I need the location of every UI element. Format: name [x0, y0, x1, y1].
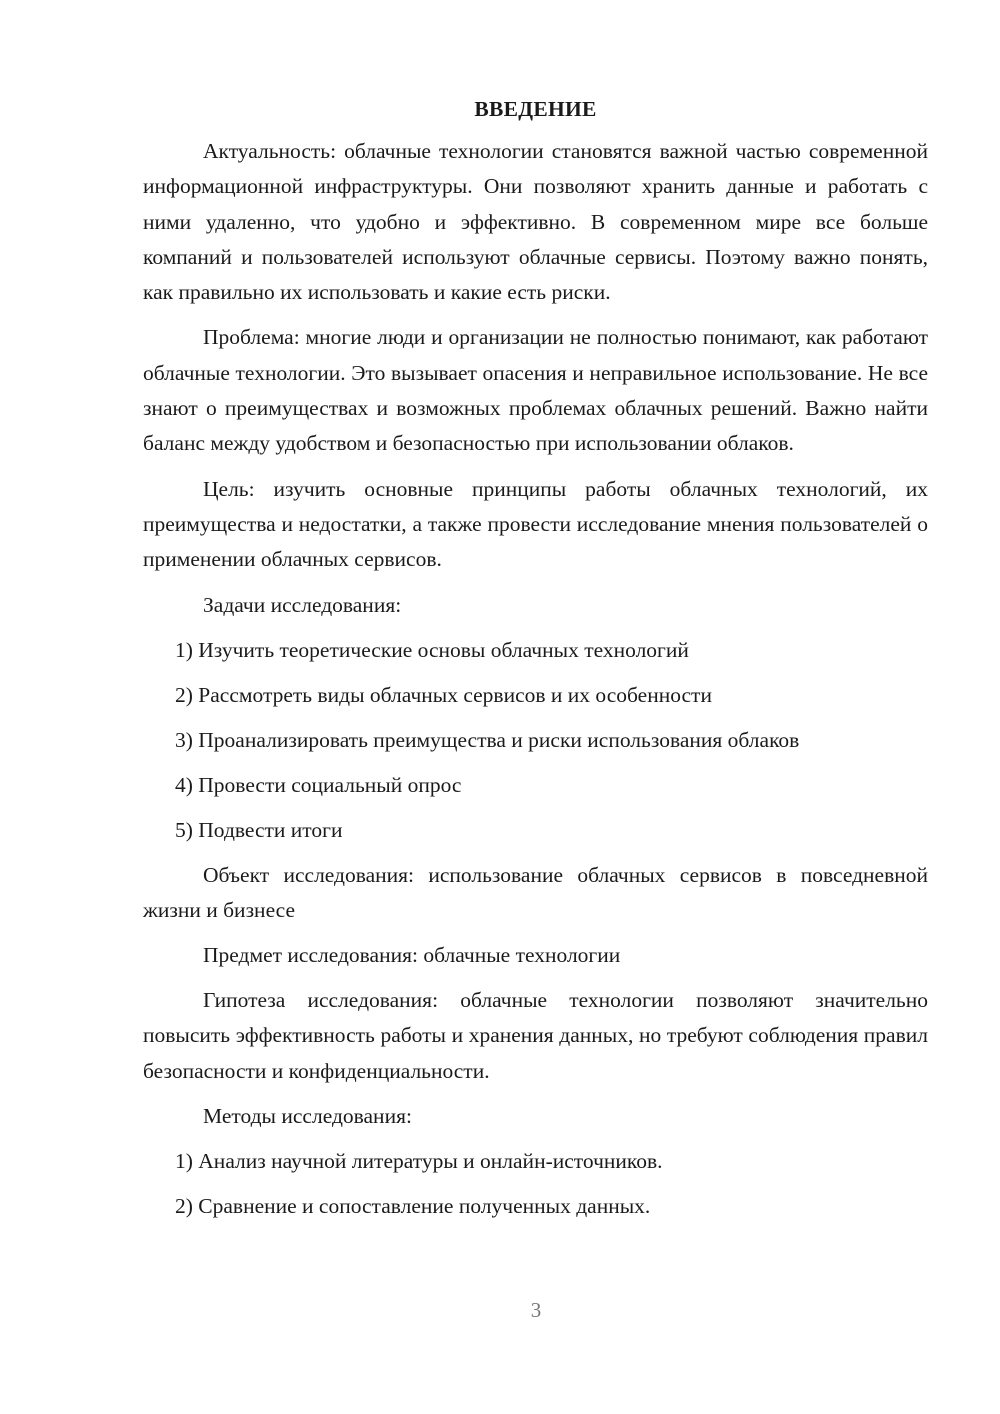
method-item: 2) Сравнение и сопоставление полученных данных. [175, 1194, 651, 1219]
section-title: ВВЕДЕНИЕ [474, 97, 597, 121]
page-number: 3 [530, 1298, 542, 1322]
relevance-paragraph: Актуальность: облачные технологии становятся важной частью современной информационной инфраструктуры. Они позволяют хранить данные и работать с ними удаленно, что удобно и эффективно. В современном мире все больше компаний и пользователей используют облачные сервисы. Поэтому важно понять, как правильно их использовать и какие есть риски. [143, 139, 928, 305]
subject-paragraph: Предмет исследования: облачные технологии [203, 943, 621, 968]
method-item: 1) Анализ научной литературы и онлайн-источников. [175, 1149, 663, 1174]
tasks-heading: Задачи исследования: [203, 592, 402, 617]
problem-paragraph: Проблема: многие люди и организации не полностью понимают, как работают облачные технологии. Это вызывает опасения и неправильное использование. Не все знают о преимуществах и возможных проблемах облачных решений. Важно найти баланс между удобством и безопасностью при использовании облаков. [143, 325, 928, 456]
task-item: 1) Изучить теоретические основы облачных технологий [175, 637, 689, 662]
task-item: 3) Проанализировать преимущества и риски использования облаков [175, 727, 800, 752]
object-paragraph: Объект исследования: использование облачных сервисов в повседневной жизни и бизнесе [143, 862, 928, 922]
task-item: 4) Провести социальный опрос [175, 772, 462, 797]
methods-heading: Методы исследования: [203, 1104, 412, 1129]
task-item: 2) Рассмотреть виды облачных сервисов и их особенности [175, 682, 712, 707]
page-content [143, 94, 928, 1234]
goal-paragraph: Цель: изучить основные принципы работы облачных технологий, их преимущества и недостатки, а также провести исследование мнения пользователей о применении облачных сервисов. [143, 476, 928, 572]
hypothesis-paragraph: Гипотеза исследования: облачные технологии позволяют значительно повысить эффективность работы и хранения данных, но требуют соблюдения правил безопасности и конфиденциальности. [143, 988, 928, 1083]
task-item: 5) Подвести итоги [175, 817, 343, 842]
